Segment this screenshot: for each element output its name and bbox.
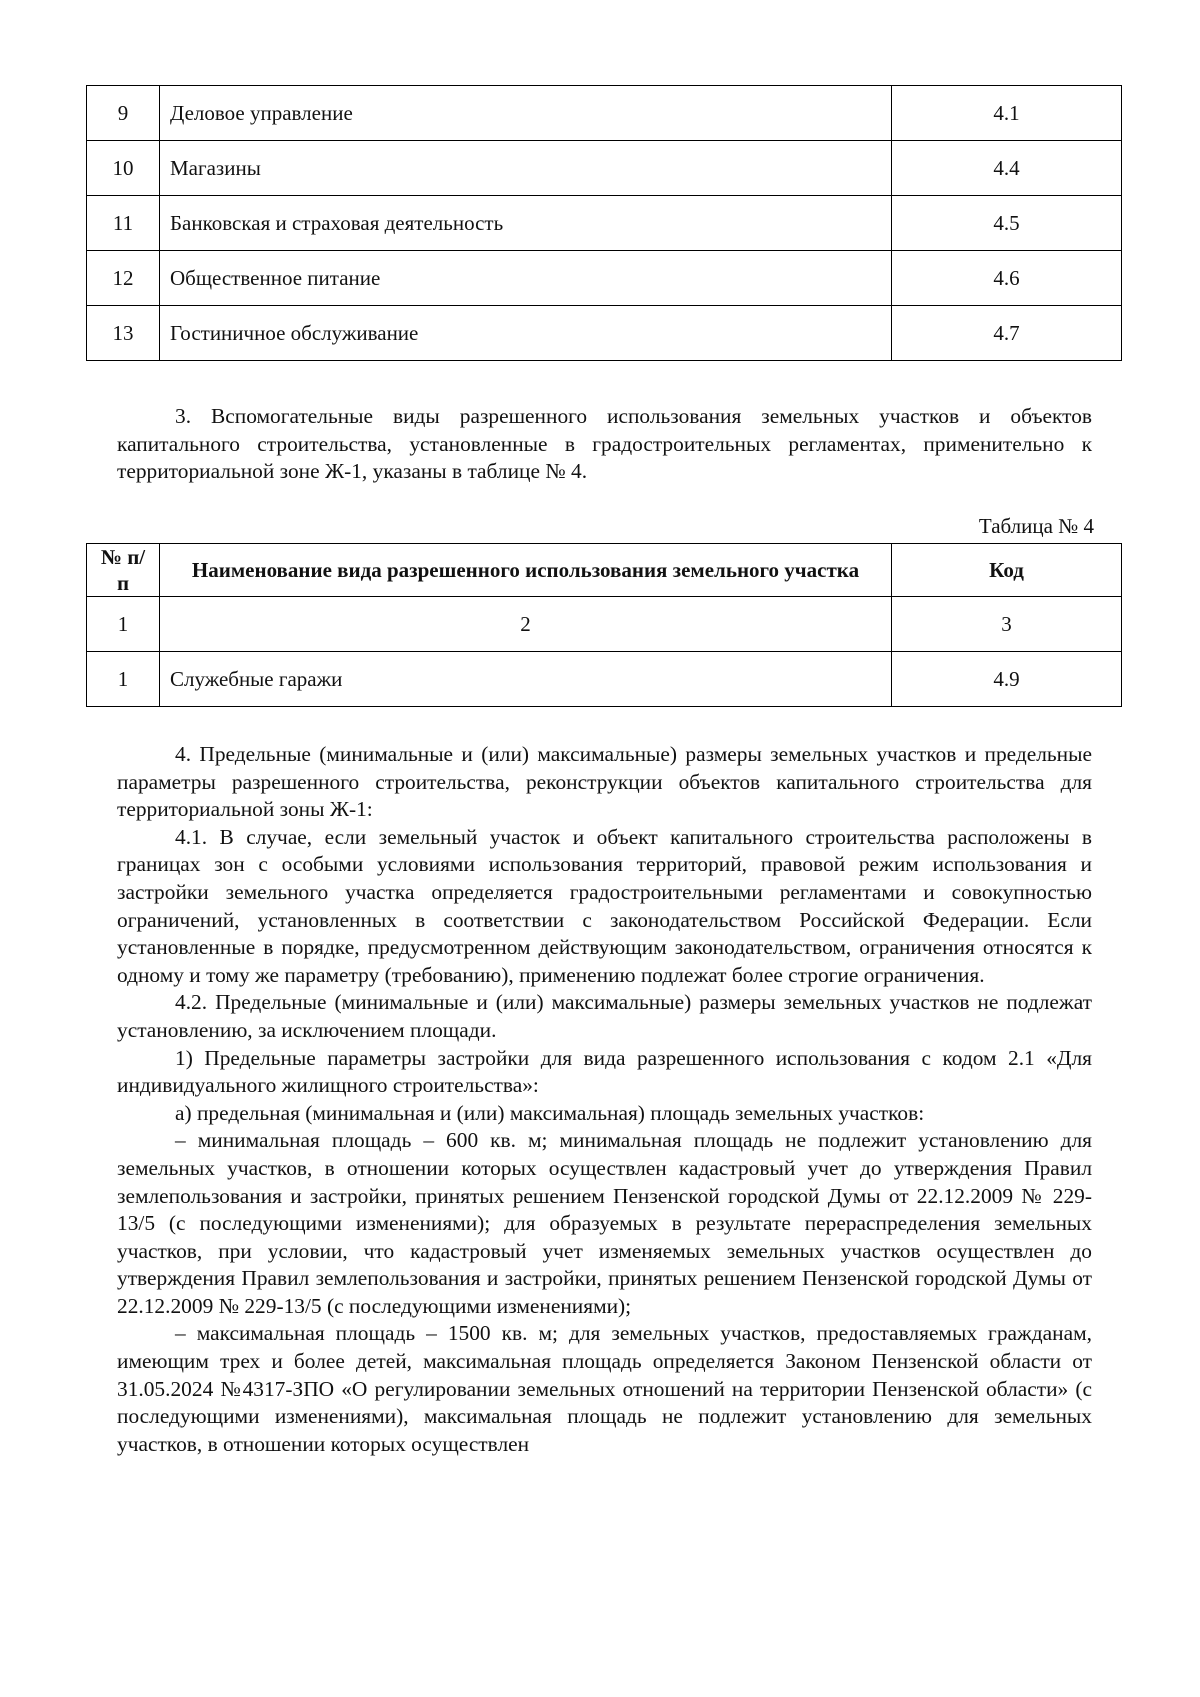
paragraph: 4.1. В случае, если земельный участок и объект капитального строительства расположены в границах зон с особыми условиями использования территорий, правовой режим использования и застройки земельного участка определяется градостроительными регламентами и совокупностью ограничений, установленных в соответствии с законодательством Российской Федерации. Если установленные в порядке, предусмотренном действующим законодательством, ограничения относятся к одному и тому же параметру (требованию), применению подлежат более строгие ограничения. bbox=[117, 824, 1092, 987]
use-name: Служебные гаражи bbox=[160, 652, 892, 707]
column-index: 3 bbox=[892, 597, 1122, 652]
section-3-auxiliary-uses bbox=[117, 403, 1092, 486]
paragraph: а) предельная (минимальная и (или) максимальная) площадь земельных участков: bbox=[175, 1100, 925, 1125]
table-row bbox=[87, 652, 1122, 707]
paragraph: 3. Вспомогательные виды разрешенного использования земельных участков и объектов капитального строительства, установленные в градостроительных регламентах, применительно к территориальной зоне Ж-1, указаны в таблице № 4. bbox=[117, 404, 1092, 484]
paragraph: 4.2. Предельные (минимальные и (или) максимальные) размеры земельных участков не подлежат установлению, за исключением площади. bbox=[117, 990, 1092, 1042]
table-header-row bbox=[87, 544, 1122, 597]
paragraph: – минимальная площадь – 600 кв. м; минимальная площадь не подлежит установлению для земельных участков, в отношении которых осуществлен кадастровый учет до утверждения Правил землепользования и застройки, принятых решением Пензенской городской Думы от 22.12.2009 № 229-13/5 (с последующими изменениями); для образуемых в результате перераспределения земельных участков, при условии, что кадастровый учет изменяемых земельных участков осуществлен до утверждения Правил землепользования и застройки, принятых решением Пензенской городской Думы от 22.12.2009 № 229-13/5 (с последующими изменениями); bbox=[117, 1128, 1092, 1318]
use-name: Общественное питание bbox=[160, 251, 892, 306]
table-row bbox=[87, 306, 1122, 361]
section-4-limit-parameters bbox=[117, 741, 1092, 1458]
table-row bbox=[87, 141, 1122, 196]
table-4-caption: Таблица № 4 bbox=[978, 514, 1094, 538]
use-name: Банковская и страховая деятельность bbox=[160, 196, 892, 251]
column-index-row bbox=[87, 597, 1122, 652]
row-number: 13 bbox=[87, 306, 160, 361]
table-4-auxiliary-uses bbox=[86, 543, 1122, 707]
permitted-use-table-continued bbox=[86, 85, 1122, 361]
use-code: 4.7 bbox=[892, 306, 1122, 361]
row-number: 1 bbox=[87, 652, 160, 707]
use-code: 4.9 bbox=[892, 652, 1122, 707]
column-index: 2 bbox=[160, 597, 892, 652]
use-code: 4.6 bbox=[892, 251, 1122, 306]
paragraph: – максимальная площадь – 1500 кв. м; для земельных участков, предоставляемых гражданам, имеющим трех и более детей, максимальная площадь определяется Законом Пензенской области от 31.05.2024 №4317-ЗПО «О регулировании земельных отношений на территории Пензенской области» (с последующими изменениями), максимальная площадь не подлежит установлению для земельных участков, в отношении которых осуществлен bbox=[117, 1321, 1092, 1456]
column-index: 1 bbox=[87, 597, 160, 652]
use-code: 4.5 bbox=[892, 196, 1122, 251]
paragraph: 1) Предельные параметры застройки для вида разрешенного использования с кодом 2.1 «Для индивидуального жилищного строительства»: bbox=[117, 1045, 1092, 1098]
use-code: 4.1 bbox=[892, 86, 1122, 141]
table-row bbox=[87, 196, 1122, 251]
header-use-name: Наименование вида разрешенного использования земельного участка bbox=[160, 544, 892, 597]
use-name: Магазины bbox=[160, 141, 892, 196]
use-name: Гостиничное обслуживание bbox=[160, 306, 892, 361]
row-number: 10 bbox=[87, 141, 160, 196]
header-code: Код bbox=[892, 544, 1122, 597]
use-code: 4.4 bbox=[892, 141, 1122, 196]
table-row bbox=[87, 251, 1122, 306]
paragraph: 4. Предельные (минимальные и (или) максимальные) размеры земельных участков и предельные параметры разрешенного строительства, реконструкции объектов капитального строительства для территориальной зоны Ж-1: bbox=[117, 742, 1092, 822]
row-number: 9 bbox=[87, 86, 160, 141]
header-number: № п/п bbox=[87, 544, 160, 597]
table-row bbox=[87, 86, 1122, 141]
row-number: 11 bbox=[87, 196, 160, 251]
row-number: 12 bbox=[87, 251, 160, 306]
use-name: Деловое управление bbox=[160, 86, 892, 141]
